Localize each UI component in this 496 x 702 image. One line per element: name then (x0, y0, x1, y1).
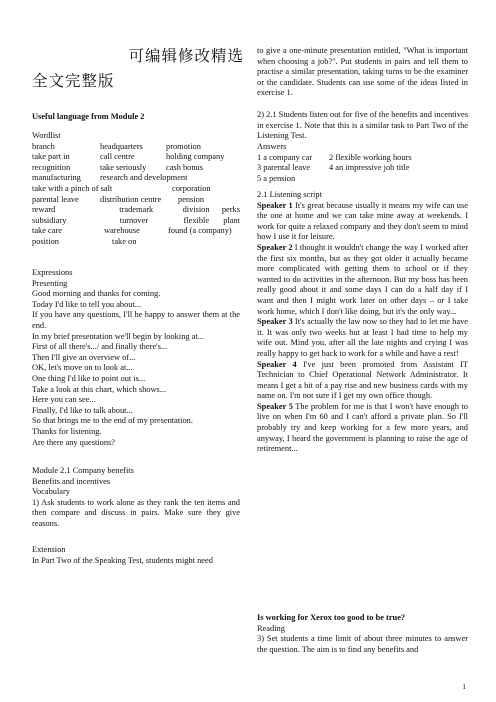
expression-line: Today I'd like to tell you about... (32, 299, 142, 309)
reading-label: Reading (257, 623, 285, 633)
answer-row: 1 a company car 2 flexible working hours (257, 152, 412, 162)
word-row: parental leave distribution centre pension (32, 194, 205, 204)
expression-line: So that brings me to the end of my presentation. (32, 416, 193, 426)
intro-paragraph: to give a one-minute presentation entitled, "What is important when choosing a job?". Put students in pairs and tell them to practise a similar presentation, taking turns to be the examiner or the candidate. Students can use some of the ideas listed in exercise 1. (257, 46, 468, 98)
answers-label: Answers (257, 142, 287, 151)
speaker-1: Speaker 1 It's great because usually it means my wife can use the one at home and we can take mine away at weekends. I work for quite a relaxed company and they don't seem to mind how I use it for leisure. (257, 200, 468, 242)
module-2-1 (32, 466, 240, 530)
expressions (32, 268, 240, 448)
module-subheading: Benefits and incentives (32, 476, 111, 486)
title-line-1: 可编辑修改精选 (128, 47, 244, 65)
speaker-5: Speaker 5 The problem for me is that I won't have enough to live on when I'm 60 and I can't afford a private plan. So I'll probably try and keep working for a few more years, and anyway, I heard the government is planning to raise the age of retirement... (257, 401, 468, 454)
word-row: take care warehouse found (a company) (32, 226, 232, 236)
answer-row: 5 a pension (257, 173, 296, 183)
expression-line: Finally, I'd like to talk about... (32, 405, 133, 415)
expression-line: One thing I'd like to point out is... (32, 373, 146, 383)
answers (257, 142, 468, 184)
word-row: position take on (32, 236, 137, 246)
module-useful-language (32, 112, 240, 123)
word-row: subsidiary turnover flexible plant (32, 215, 240, 225)
expression-line: Are there any questions? (32, 437, 116, 447)
section-heading: Useful language from Module 2 (32, 112, 145, 121)
module-heading: Module 2.1 Company benefits (32, 466, 134, 475)
answer-row: 3 parental leave 4 an impressive job title (257, 163, 410, 173)
speaker-4: Speaker 4 I've just been promoted from Assistant IT Technician to Chief Operational Network Administrator. It means I get a bit of a pay rise and new business cards with my name on. I'm not sure if I get my own office though. (257, 359, 468, 401)
word-row: take with a pinch of salt corporation (32, 183, 211, 193)
listening-script (257, 190, 468, 455)
expression-line: Thanks for listening. (32, 426, 102, 436)
reading-text: 3) Set students a time limit of about three minutes to answer the question. The aim is to find any benefits and (257, 634, 468, 654)
expression-line: First of all there's.../ and finally there's... (32, 342, 168, 352)
word-row: branch headquarters promotion (32, 141, 201, 151)
wordlist (32, 131, 240, 248)
task-2-paragraph: 2) 2.1 Students listen out for five of the benefits and incentives in exercise 1. Note that this is a similar task to Part Two of the Listening Test. (257, 110, 468, 141)
extension-label: Extension (32, 545, 66, 554)
word-row: recognition take seriously cash bonus (32, 162, 203, 172)
expression-line: Take a look at this chart, which shows... (32, 384, 167, 394)
vocabulary-text: 1) Ask students to work alone as they rank the ten items and then compare and discuss in pairs. Make sure they give reasons. (32, 497, 240, 528)
page-number: 1 (462, 682, 466, 691)
expression-line: Good morning and thanks for coming. (32, 289, 161, 299)
speaker-3: Speaker 3 It's actually the law now so they had to let me have it. It was only two weeks but at least I had time to help my wife out. Mind you, after all the late nights and crying I was really happy to get back to work for a while and have a rest! (257, 317, 468, 358)
expression-line: Here you can see... (32, 395, 96, 405)
extension-text: In Part Two of the Speaking Test, students might need (32, 555, 213, 565)
wordlist-label: Wordlist (32, 131, 61, 140)
xerox-section (257, 613, 468, 655)
vocabulary-label: Vocabulary (32, 487, 70, 497)
presenting-label: Presenting (32, 278, 68, 288)
extension (32, 545, 240, 566)
word-row: reward trademark division perks (32, 205, 240, 215)
speaker-2: Speaker 2 I thought it wouldn't change the way I worked after the first six months, but as they got older it actually became more complicated with getting them to school or if they wanted to do activities in the afternoon. But my boss has been really good about it and some days I can do a half day if I want and then I might work later on other days – or I take work home, which I don't like doing, but it's the only way... (257, 242, 468, 316)
word-row: take part in call centre holding company (32, 152, 225, 162)
word-row: manufacturing research and development (32, 173, 188, 183)
expressions-label: Expressions (32, 268, 73, 277)
expression-line: If you have any questions, I'll be happy to answer them at the end. (32, 310, 240, 330)
title-line-2: 全文完整版 (32, 72, 115, 90)
expression-line: OK, let's move on to look at... (32, 363, 133, 373)
xerox-heading: Is working for Xerox too good to be true? (257, 613, 406, 622)
watermark-title (32, 44, 244, 94)
expression-line: Then I'll give an overview of... (32, 352, 136, 362)
expression-line: In my brief presentation we'll begin by looking at... (32, 331, 204, 341)
script-label: 2.1 Listening script (257, 190, 322, 199)
